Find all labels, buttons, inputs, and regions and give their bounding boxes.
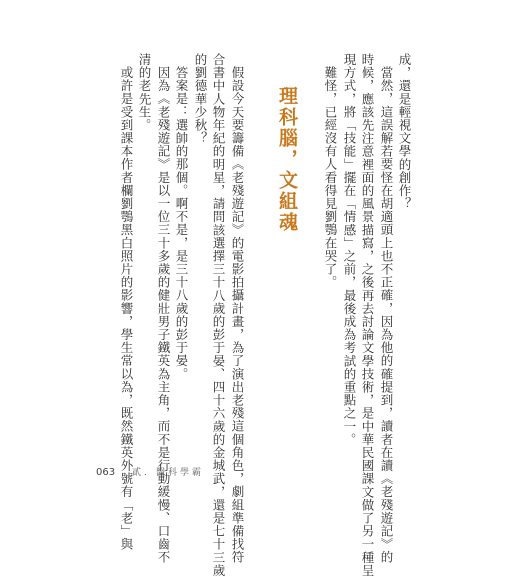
page-footer bbox=[96, 465, 204, 478]
text-column-4: 現方式，將「技能」擺在「情感」之前，最後成為考試的重點之一。 bbox=[342, 53, 357, 446]
text-column-7: 合書中人物年紀的明星，請問該選擇三十八歲的彭于晏、四十六歲的金城武，還是七十三歲 bbox=[211, 53, 226, 577]
text-column-1: 成，還是輕視文學的創作？ bbox=[397, 53, 412, 211]
text-column-11: 清的老先生。 bbox=[137, 53, 152, 132]
text-column-6: 假設今天要籌備《老殘遊記》的電影拍攝計畫，為了演出老殘這個角色，劇組準備找符 bbox=[230, 66, 245, 564]
section-heading: 理科腦，文組魂 bbox=[276, 86, 298, 233]
text-column-2: 當然，這誤解若要怪在胡適頭上也不正確，因為他的確提到，讀者在讀《老殘遊記》的 bbox=[379, 66, 394, 564]
text-column-9: 答案是：選帥的那個。啊不是，是三十八歲的彭于晏。 bbox=[174, 66, 189, 381]
text-column-5: 難怪，已經沒有人看得見劉鶚在哭了。 bbox=[323, 66, 338, 289]
page-number: 063 bbox=[96, 467, 116, 478]
text-column-10: 因為《老殘遊記》是以一位三十多歲的健壯男子鐵英為主角，而不是行動緩慢、口齒不 bbox=[156, 66, 171, 564]
text-column-3: 時候，應該先注意裡面的風景描寫，之後再去討論文學技術，是中華民國課文做了另一種呈 bbox=[360, 53, 375, 577]
text-column-8: 的劉德華少秋？ bbox=[193, 53, 208, 145]
text-column-12: 或許是受到課本作者欄劉鶚黑白照片的影響，學生常以為，既然鐵英外號有「老」與 bbox=[119, 66, 134, 551]
section-label: 貳．醫科學霸 bbox=[131, 468, 204, 478]
